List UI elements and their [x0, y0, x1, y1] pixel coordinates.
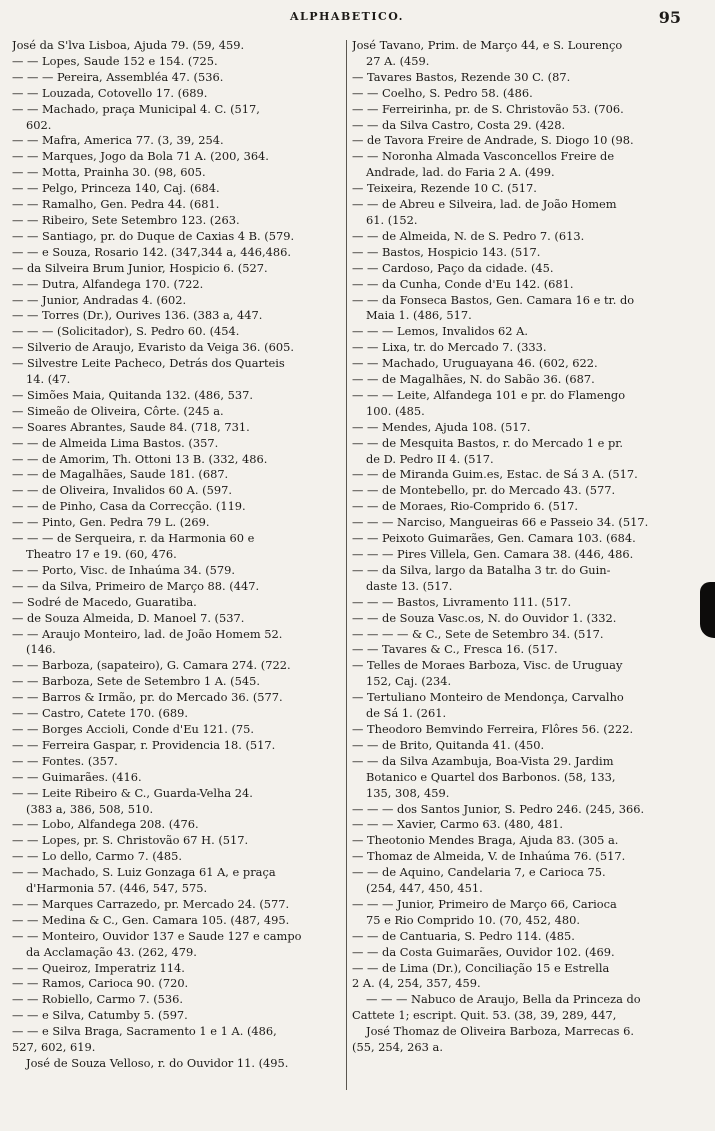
entry-continuation: 152, Caj. (234. — [366, 674, 452, 689]
directory-entry: — — Porto, Visc. de Inhaúma 34. (579. — [12, 562, 236, 577]
entry-continuation: (146. — [26, 642, 56, 657]
entry-continuation: 100. (485. — [366, 403, 425, 418]
directory-entry: — — Queiroz, Imperatriz 114. — [12, 960, 185, 975]
directory-entry: — — — Narciso, Mangueiras 66 e Passeio 34. (517. — [352, 515, 649, 530]
directory-entry: — — Pelgo, Princeza 140, Caj. (684. — [12, 181, 220, 196]
directory-entry: — — de Oliveira, Invalidos 60 A. (597. — [12, 483, 232, 498]
entry-continuation: 602. — [26, 117, 52, 132]
directory-entry: — — Lo dello, Carmo 7. (485. — [12, 849, 183, 864]
directory-entry: — — Noronha Almada Vasconcellos Freire de — [352, 149, 615, 164]
directory-entry: (55, 254, 263 a. — [352, 1040, 443, 1055]
directory-entry: — — Medina & C., Gen. Camara 105. (487, 495. — [12, 912, 290, 927]
directory-entry: — — — Bastos, Livramento 111. (517. — [352, 594, 572, 609]
entry-continuation: Theatro 17 e 19. (60, 476. — [26, 547, 177, 561]
directory-entry: — — — dos Santos Junior, S. Pedro 246. (245, 366. — [352, 801, 645, 816]
directory-entry: — — de Moraes, Rio-Comprido 6. (517. — [352, 499, 579, 514]
directory-entry: — — de Almeida Lima Bastos. (357. — [12, 435, 219, 450]
entry-continuation: (254, 447, 450, 451. — [366, 881, 483, 896]
directory-entry: — — de Magalhães, N. do Sabão 36. (687. — [352, 372, 595, 387]
directory-entry: — — Cardoso, Paço da cidade. (45. — [352, 260, 554, 275]
entry-continuation: Botanico e Quartel dos Barbonos. (58, 133, — [366, 769, 616, 784]
directory-entry: — — — Junior, Primeiro de Março 66, Carioca — [352, 896, 617, 911]
directory-entry: — — de Mesquita Bastos, r. do Mercado 1 e pr. — [352, 435, 624, 450]
entry-continuation: — — — Nabuco de Araujo, Bella da Princeza do — [366, 992, 641, 1007]
directory-entry: — — Lobo, Alfandega 208. (476. — [12, 817, 199, 832]
directory-entry: — — Ferreira Gaspar, r. Providencia 18. (517. — [12, 737, 276, 752]
directory-entry: — Sodré de Macedo, Guaratiba. — [12, 594, 197, 609]
entry-continuation: (383 a, 386, 508, 510. — [26, 801, 154, 816]
directory-entry: — — da Fonseca Bastos, Gen. Camara 16 e tr. do — [352, 292, 635, 307]
right-column — [352, 38, 690, 1056]
directory-entry: — — Barboza, (sapateiro), G. Camara 274. (722. — [12, 658, 291, 673]
directory-entry: — — Machado, S. Luiz Gonzaga 61 A, e praça — [12, 865, 276, 880]
column-divider — [346, 40, 347, 1090]
directory-entry: — — Peixoto Guimarães, Gen. Camara 103. (684. — [352, 531, 636, 546]
page-number: 95 — [658, 8, 681, 27]
directory-entry: — Theotonio Mendes Braga, Ajuda 83. (305 a. — [352, 833, 619, 848]
directory-entry: — — Barros & Irmão, pr. do Mercado 36. (577. — [12, 690, 283, 705]
directory-entry: 527, 602, 619. — [12, 1040, 96, 1055]
directory-entry: — — Castro, Catete 170. (689. — [12, 706, 189, 721]
directory-entry: — de Souza Almeida, D. Manoel 7. (537. — [12, 610, 245, 625]
directory-entry: — Thomaz de Almeida, V. de Inhaúma 76. (517. — [352, 849, 626, 864]
directory-entry: — — — Xavier, Carmo 63. (480, 481. — [352, 817, 563, 832]
directory-entry: — — Machado, Uruguayana 46. (602, 622. — [352, 356, 598, 371]
directory-entry: — — da Costa Guimarães, Ouvidor 102. (469. — [352, 944, 615, 959]
directory-entry: — — Marques Carrazedo, pr. Mercado 24. (577. — [12, 896, 290, 911]
directory-entry: — Silvestre Leite Pacheco, Detrás dos Quarteis — [12, 356, 285, 371]
directory-entry: — — Machado, praça Municipal 4. C. (517, — [12, 101, 260, 116]
directory-entry: — — Ferreirinha, pr. de S. Christovão 53. (706. — [352, 101, 624, 116]
entry-continuation: 61. (152. — [366, 212, 418, 227]
directory-entry: — — Louzada, Cotovello 17. (689. — [12, 85, 208, 100]
directory-entry: — — da Silva, largo da Batalha 3 tr. do Guin- — [352, 562, 611, 577]
entry-continuation: 27 A. (459. — [366, 53, 430, 68]
directory-entry: — — Tavares & C., Fresca 16. (517. — [352, 642, 558, 657]
directory-entry: — — — — & C., Sete de Setembro 34. (517. — [352, 626, 604, 641]
directory-entry: — — de Magalhães, Saude 181. (687. — [12, 467, 229, 482]
directory-entry: José Tavano, Prim. de Março 44, e S. Lourenço — [352, 38, 623, 52]
entry-continuation: de D. Pedro II 4. (517. — [366, 451, 494, 466]
directory-entry: — — Ribeiro, Sete Setembro 123. (263. — [12, 212, 240, 227]
directory-entry: — Simões Maia, Quitanda 132. (486, 537. — [12, 387, 253, 402]
directory-entry: — de Tavora Freire de Andrade, S. Diogo 10 (98. — [352, 133, 634, 148]
directory-entry: — — da Silva Azambuja, Boa-Vista 29. Jardim — [352, 753, 614, 768]
directory-entry: — Soares Abrantes, Saude 84. (718, 731. — [12, 419, 250, 434]
entry-continuation: 14. (47. — [26, 372, 71, 387]
directory-entry: — — da Silva Castro, Costa 29. (428. — [352, 117, 566, 132]
left-column — [12, 38, 342, 1072]
directory-entry: — — — Pereira, Assembléa 47. (536. — [12, 69, 224, 84]
entry-continuation: de Sá 1. (261. — [366, 706, 447, 721]
directory-entry: — — de Lima (Dr.), Conciliação 15 e Estrella — [352, 960, 610, 975]
directory-entry: — — Borges Accioli, Conde d'Eu 121. (75. — [12, 721, 255, 736]
directory-entry: — — de Abreu e Silveira, lad. de João Homem — [352, 197, 617, 212]
directory-entry: — — Junior, Andradas 4. (602. — [12, 292, 187, 307]
entry-continuation: da Acclamação 43. (262, 479. — [26, 944, 197, 959]
directory-entry: — Silverio de Araujo, Evaristo da Veiga 36. (605. — [12, 340, 294, 355]
directory-entry: — — Leite Ribeiro & C., Guarda-Velha 24. — [12, 785, 253, 800]
directory-entry: — — e Silva, Catumby 5. (597. — [12, 1008, 188, 1023]
entry-continuation: Andrade, lad. do Faria 2 A. (499. — [366, 165, 555, 180]
entry-continuation: Maia 1. (486, 517. — [366, 308, 472, 323]
directory-entry: — — Lopes, pr. S. Christovão 67 H. (517. — [12, 833, 249, 848]
directory-entry: — — — Lemos, Invalidos 62 A. — [352, 324, 529, 339]
directory-entry: — — de Miranda Guim.es, Estac. de Sá 3 A. (517. — [352, 467, 638, 482]
directory-entry: — — e Souza, Rosario 142. (347,344 a, 446,486. — [12, 244, 291, 259]
directory-entry: — — Lixa, tr. do Mercado 7. (333. — [352, 340, 547, 355]
directory-entry: — — de Cantuaria, S. Pedro 114. (485. — [352, 928, 575, 943]
entry-continuation: 75 e Rio Comprido 10. (70, 452, 480. — [366, 912, 580, 927]
entry-continuation: daste 13. (517. — [366, 578, 453, 593]
directory-entry: — — Torres (Dr.), Ourives 136. (383 a, 447. — [12, 308, 263, 323]
directory-entry: — — Coelho, S. Pedro 58. (486. — [352, 85, 533, 100]
directory-entry: — — de Amorim, Th. Ottoni 13 B. (332, 486. — [12, 451, 268, 466]
entry-continuation: 135, 308, 459. — [366, 785, 450, 800]
entry-continuation: d'Harmonia 57. (446, 547, 575. — [26, 881, 208, 896]
directory-entry: José da S'lva Lisboa, Ajuda 79. (59, 459. — [12, 38, 245, 52]
directory-entry: — Tertuliano Monteiro de Mendonça, Carvalho — [352, 690, 624, 705]
directory-entry: — — de Aquino, Candelaria 7, e Carioca 75. — [352, 865, 606, 880]
directory-entry: — da Silveira Brum Junior, Hospicio 6. (527. — [12, 260, 268, 275]
directory-entry: — — Lopes, Saude 152 e 154. (725. — [12, 53, 218, 68]
directory-entry: — — Guimarães. (416. — [12, 769, 142, 784]
directory-entry: — — — de Serqueira, r. da Harmonia 60 e — [12, 531, 255, 546]
directory-entry: — — de Montebello, pr. do Mercado 43. (577. — [352, 483, 616, 498]
directory-entry: — — de Pinho, Casa da Correcção. (119. — [12, 499, 246, 514]
directory-entry: — — Araujo Monteiro, lad. de João Homem 52. — [12, 626, 283, 641]
running-title: ALPHABETICO. — [290, 10, 405, 23]
directory-entry: — — Dutra, Alfandega 170. (722. — [12, 276, 204, 291]
directory-entry: — — de Almeida, N. de S. Pedro 7. (613. — [352, 228, 585, 243]
directory-entry: — — de Souza Vasc.os, N. do Ouvidor 1. (332. — [352, 610, 617, 625]
directory-entry: — — da Silva, Primeiro de Março 88. (447. — [12, 578, 260, 593]
ink-blot — [700, 582, 715, 638]
directory-entry: — Simeão de Oliveira, Côrte. (245 a. — [12, 403, 224, 418]
directory-entry: — — — Pires Villela, Gen. Camara 38. (446, 486. — [352, 547, 634, 561]
directory-entry: Cattete 1; escript. Quit. 53. (38, 39, 289, 447, — [352, 1008, 617, 1023]
directory-entry: — — de Brito, Quitanda 41. (450. — [352, 737, 545, 752]
directory-entry: — — — Leite, Alfandega 101 e pr. do Flamengo — [352, 387, 626, 402]
directory-entry: — — Motta, Prainha 30. (98, 605. — [12, 165, 206, 180]
entry-continuation: José de Souza Velloso, r. do Ouvidor 11. (495. — [26, 1056, 289, 1070]
directory-entry: — — Barboza, Sete de Setembro 1 A. (545. — [12, 674, 260, 689]
directory-entry: — — Ramalho, Gen. Pedra 44. (681. — [12, 197, 220, 212]
directory-entry: — — Marques, Jogo da Bola 71 A. (200, 364. — [12, 149, 269, 164]
directory-entry: — — Fontes. (357. — [12, 753, 118, 768]
page-header — [0, 8, 715, 30]
directory-entry: 2 A. (4, 254, 357, 459. — [352, 976, 481, 991]
directory-entry: — Telles de Moraes Barboza, Visc. de Uruguay — [352, 658, 623, 673]
directory-entry: — — Monteiro, Ouvidor 137 e Saude 127 e campo — [12, 928, 302, 943]
directory-entry: — Tavares Bastos, Rezende 30 C. (87. — [352, 69, 571, 84]
entry-continuation: José Thomaz de Oliveira Barboza, Marrecas 6. — [366, 1024, 634, 1039]
directory-entry: — Theodoro Bemvindo Ferreira, Flôres 56. (222. — [352, 721, 634, 736]
directory-entry: — Teixeira, Rezende 10 C. (517. — [352, 181, 537, 196]
directory-entry: — — Santiago, pr. do Duque de Caxias 4 B. (579. — [12, 228, 295, 243]
directory-entry: — — e Silva Braga, Sacramento 1 e 1 A. (486, — [12, 1024, 277, 1039]
directory-entry: — — Pinto, Gen. Pedra 79 L. (269. — [12, 515, 210, 530]
directory-entry: — — Bastos, Hospicio 143. (517. — [352, 244, 541, 259]
directory-entry: — — Mafra, America 77. (3, 39, 254. — [12, 133, 224, 148]
directory-entry: — — Ramos, Carioca 90. (720. — [12, 976, 189, 991]
directory-entry: — — Robiello, Carmo 7. (536. — [12, 992, 184, 1007]
directory-entry: — — — (Solicitador), S. Pedro 60. (454. — [12, 324, 240, 339]
directory-entry: — — da Cunha, Conde d'Eu 142. (681. — [352, 276, 574, 291]
directory-entry: — — Mendes, Ajuda 108. (517. — [352, 419, 531, 434]
